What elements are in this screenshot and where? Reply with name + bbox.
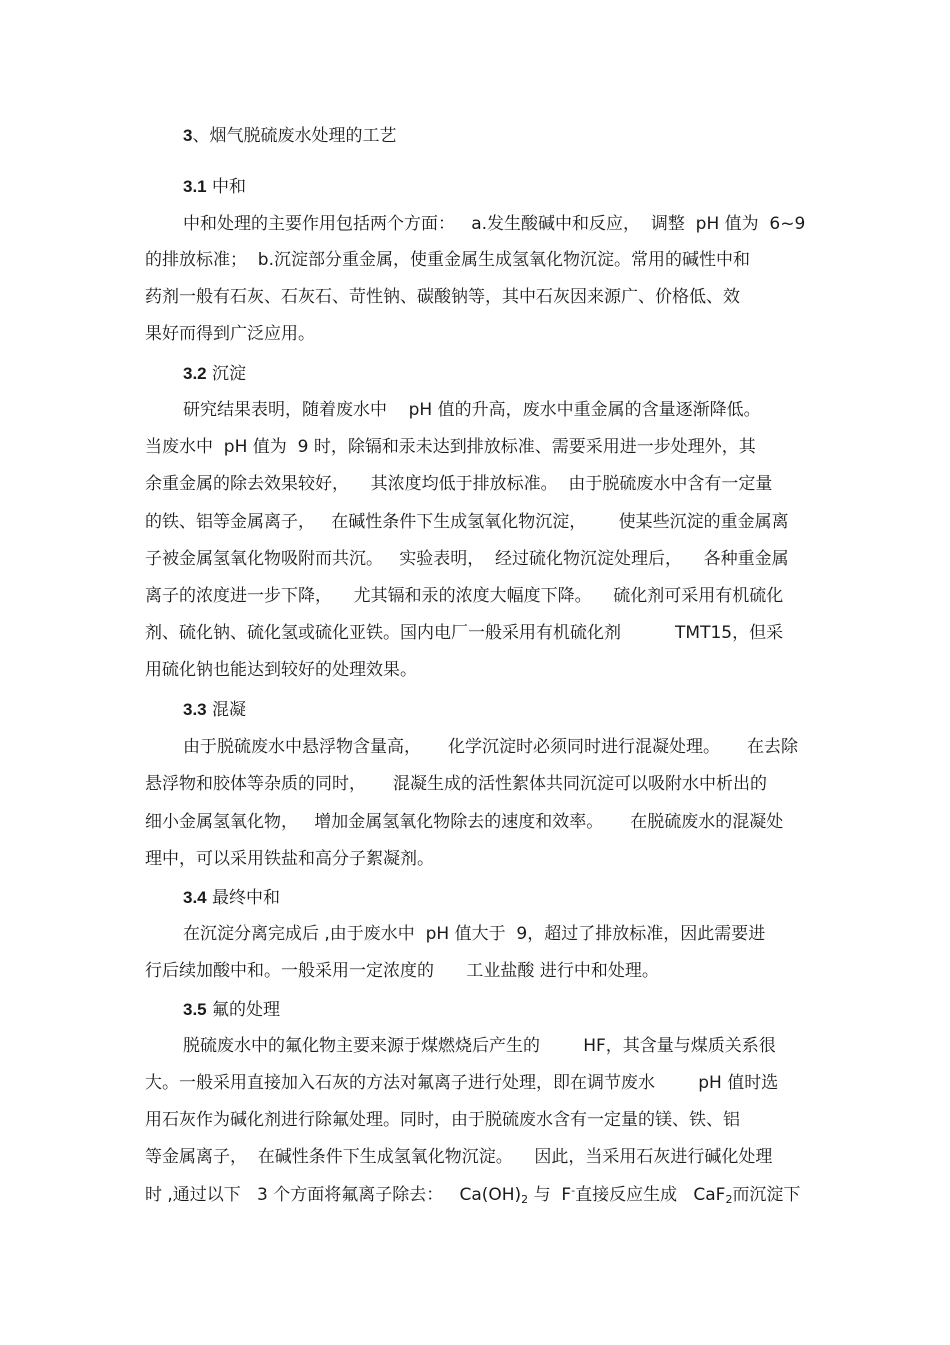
paragraph-line: 当废水中 pH 值为 9 时，除镉和汞未达到排放标准、需要采用进一步处理外，其 bbox=[145, 437, 756, 457]
paragraph-line: 时 ,通过以下 3 个方面将氟离子除去： $Ca(OH)_2$ 与 F-直接反应生成 CaF$_2$而沉淀下 bbox=[145, 1184, 801, 1206]
paragraph-line: 由于脱硫废水中悬浮物含量高， 化学沉淀时必须同时进行混凝处理。 在去除 bbox=[183, 737, 799, 757]
paragraph-line: 剂、硫化钠、硫化氢或硫化亚铁。国内电厂一般采用有机硫化剂 TMT15，但采 bbox=[145, 623, 784, 643]
paragraph-line: 等金属离子， 在碱性条件下生成氢氧化物沉淀。 因此，当采用石灰进行碱化处理 bbox=[145, 1147, 773, 1167]
paragraph-line: 药剂一般有石灰、石灰石、苛性钠、碳酸钠等，其中石灰因来源广、价格低、效 bbox=[145, 287, 740, 307]
paragraph-line: 悬浮物和胶体等杂质的同时， 混凝生成的活性絮体共同沉淀可以吸附水中析出的 bbox=[145, 774, 768, 794]
paragraph-line: 离子的浓度进一步下降， 尤其镉和汞的浓度大幅度下降。 硫化剂可采用有机硫化 bbox=[145, 586, 784, 606]
paragraph-line: 用硫化钠也能达到较好的处理效果。 bbox=[145, 660, 417, 680]
subscript: 2 bbox=[521, 1193, 529, 1206]
paragraph-line: 果好而得到广泛应用。 bbox=[145, 324, 315, 344]
section-title: 氟的处理 bbox=[212, 1000, 281, 1020]
subscript: 2 bbox=[725, 1193, 733, 1206]
paragraph-line: 大。一般采用直接加入石灰的方法对氟离子进行处理，即在调节废水 pH 值时选 bbox=[145, 1073, 779, 1093]
section-number: 3.5 bbox=[183, 1000, 207, 1019]
section-heading-3-2 bbox=[183, 362, 246, 386]
paragraph-line: 理中，可以采用铁盐和高分子絮凝剂。 bbox=[145, 849, 434, 869]
section-number: 3.1 bbox=[183, 177, 207, 196]
section-number: 3.3 bbox=[183, 700, 207, 719]
paragraph-line: 的排放标准； b.沉淀部分重金属，使重金属生成氢氧化物沉淀。常用的碱性中和 bbox=[145, 250, 751, 270]
paragraph-line: 的铁、铝等金属离子， 在碱性条件下生成氢氧化物沉淀， 使某些沉淀的重金属离 bbox=[145, 512, 789, 532]
paragraph-line: 研究结果表明，随着废水中 pH 值的升高，废水中重金属的含量逐渐降低。 bbox=[183, 400, 761, 420]
section-heading-3-1 bbox=[183, 175, 246, 199]
section-heading-3-3 bbox=[183, 698, 246, 722]
section-title: 混凝 bbox=[212, 700, 247, 720]
paragraph-line: 余重金属的除去效果较好， 其浓度均低于排放标准。 由于脱硫废水中含有一定量 bbox=[145, 474, 773, 494]
section-title: 沉淀 bbox=[212, 364, 247, 384]
paragraph-line: 脱硫废水中的氟化物主要来源于煤燃烧后产生的 HF，其含量与煤质关系很 bbox=[183, 1036, 776, 1056]
title-number: 3 bbox=[183, 126, 193, 145]
section-number: 3.4 bbox=[183, 888, 207, 907]
title-text: 、烟气脱硫废水处理的工艺 bbox=[192, 126, 397, 146]
section-number: 3.2 bbox=[183, 364, 207, 383]
section-title: 中和 bbox=[212, 177, 247, 197]
paragraph-line: 子被金属氢氧化物吸附而共沉。 实验表明， 经过硫化物沉淀处理后， 各种重金属 bbox=[145, 549, 789, 569]
section-title: 最终中和 bbox=[212, 888, 281, 908]
section-heading-3-4 bbox=[183, 886, 280, 910]
document-title bbox=[183, 124, 396, 148]
paragraph-line: 用石灰作为碱化剂进行除氟处理。同时，由于脱硫废水含有一定量的镁、铁、铝 bbox=[145, 1110, 740, 1130]
section-heading-3-5 bbox=[183, 998, 280, 1022]
paragraph-line: 中和处理的主要作用包括两个方面： a.发生酸碱中和反应， 调整 pH 值为 6~9 bbox=[183, 214, 806, 234]
paragraph-line: 在沉淀分离完成后 ,由于废水中 pH 值大于 9，超过了排放标准，因此需要进 bbox=[183, 924, 766, 944]
paragraph-line: 细小金属氢氧化物， 增加金属氢氧化物除去的速度和效率。 在脱硫废水的混凝处 bbox=[145, 812, 784, 832]
superscript: - bbox=[571, 1184, 576, 1197]
paragraph-line: 行后续加酸中和。一般采用一定浓度的 工业盐酸 进行中和处理。 bbox=[145, 961, 659, 981]
